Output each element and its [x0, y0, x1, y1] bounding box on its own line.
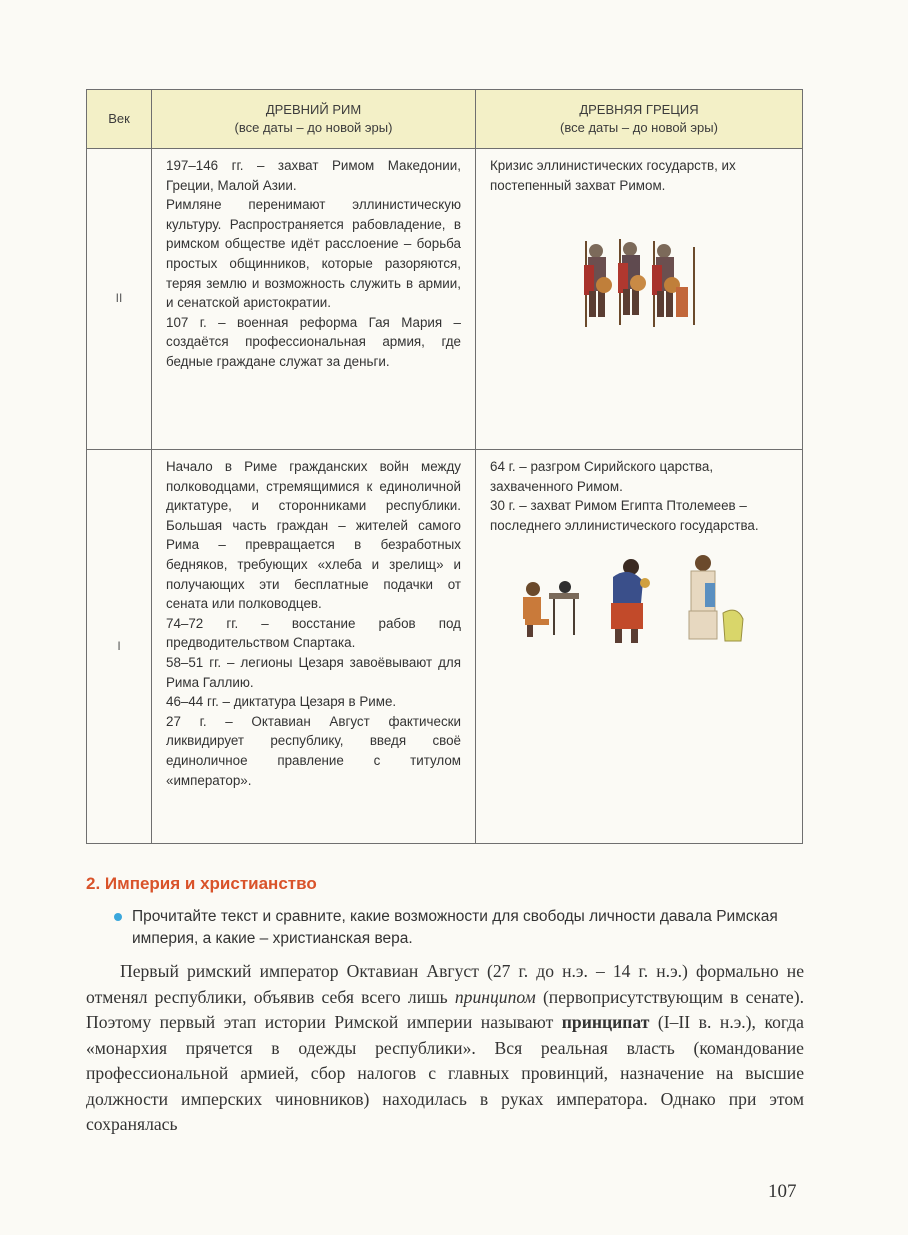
- seated-figure: [523, 581, 579, 637]
- header-rome-sub: (все даты – до новой эры): [234, 120, 393, 135]
- greece-text: Кризис эллинистических государств, их постепенный захват Римом.: [490, 158, 736, 193]
- history-comparison-table: [86, 89, 803, 844]
- legionary-figure: [652, 241, 680, 327]
- bent-figure: [611, 559, 650, 643]
- rome-text: 107 г. – военная реформа Гая Мария – создаётся профессиональная армия, где бедные граждане служат за деньги.: [166, 314, 461, 369]
- standing-figure: [689, 555, 743, 641]
- header-greece-title: ДРЕВНЯЯ ГРЕЦИЯ: [579, 102, 699, 117]
- rome-text: 74–72 гг. – восстание рабов под предводительством Спартака.: [166, 615, 461, 651]
- rome-text: 46–44 гг. – диктатура Цезаря в Риме.: [166, 694, 397, 710]
- table-header-row: [87, 90, 803, 149]
- rome-text: Начало в Риме гражданских войн между полководцами, стремящимися к единоличной диктатуре, и сторонниками республики. Большая часть граждан – жителей самого Рима – превращается в безработных бедняков, требующих «хлеба и зрелищ» и получающих эти бесплатные подачки от сената или полководцев.: [166, 459, 461, 612]
- header-age: Век: [87, 90, 152, 149]
- poor-citizens-illustration: [509, 553, 769, 653]
- rome-text: 27 г. – Октавиан Август фактически ликвидирует республику, введя своё единоличное правление с титулом «император».: [166, 713, 461, 788]
- header-rome-title: ДРЕВНИЙ РИМ: [265, 102, 362, 117]
- body-text-part: (I–II в. н.э.), когда «монархия прячется в одежды республики». Вся реальная власть (командование профессиональной армией, сбор налогов с главных провинций, назначение на высшие должности имперских чиновников) находилась в руках императора. Однако при этом сохранялась: [86, 1012, 804, 1134]
- rome-text: 58–51 гг. – легионы Цезаря завоёвывают для Рима Галлию.: [166, 654, 461, 690]
- rome-text: 197–146 гг. – захват Римом Македонии, Греции, Малой Азии.: [166, 158, 461, 193]
- roman-legionaries-illustration: [574, 237, 704, 337]
- header-greece-sub: (все даты – до новой эры): [560, 120, 718, 135]
- rome-text: Римляне перенимают эллинистическую культуру. Распространяется рабовладение, в римском обществе идёт расслоение – борьба простых общинников, которые разоряются, теряя землю и возможность служить в армии, и сенатской аристократии.: [166, 197, 461, 311]
- greece-cell: [476, 149, 803, 450]
- page-number: 107: [768, 1181, 797, 1202]
- legionary-figure: [584, 241, 612, 327]
- legionary-figure: [618, 239, 646, 325]
- body-text-part: (первоприсутствующим в сенате). Поэтому первый этап истории Римской империи называют: [86, 986, 804, 1032]
- task-text: Прочитайте текст и сравните, какие возможности для свободы личности давала Римская империя, а какие – христианская вера.: [132, 908, 778, 947]
- rome-cell: [152, 149, 476, 450]
- age-cell: II: [87, 149, 152, 450]
- age-cell: I: [87, 450, 152, 844]
- table-row: [87, 149, 803, 450]
- header-greece: [476, 90, 803, 149]
- rome-cell: [152, 450, 476, 844]
- greece-text: 64 г. – разгром Сирийского царства, захваченного Римом.: [490, 459, 714, 494]
- greece-cell: [476, 450, 803, 844]
- body-bold-term: принципат: [561, 1012, 650, 1032]
- body-italic-term: принципом: [454, 986, 536, 1007]
- section-title: 2. Империя и христианство: [86, 874, 317, 893]
- body-text-part: Первый римский император Октавиан Август (27 г. до н.э. – 14 г. н.э.) формально не отменял республики, объявив себя всего лишь: [86, 961, 804, 1007]
- greece-text: 30 г. – захват Римом Египта Птолемеев – последнего эллинистического государства.: [490, 498, 759, 533]
- table-row: [87, 450, 803, 844]
- header-rome: [152, 90, 476, 149]
- bullet-icon: [114, 913, 122, 921]
- body-paragraph: [86, 959, 804, 1138]
